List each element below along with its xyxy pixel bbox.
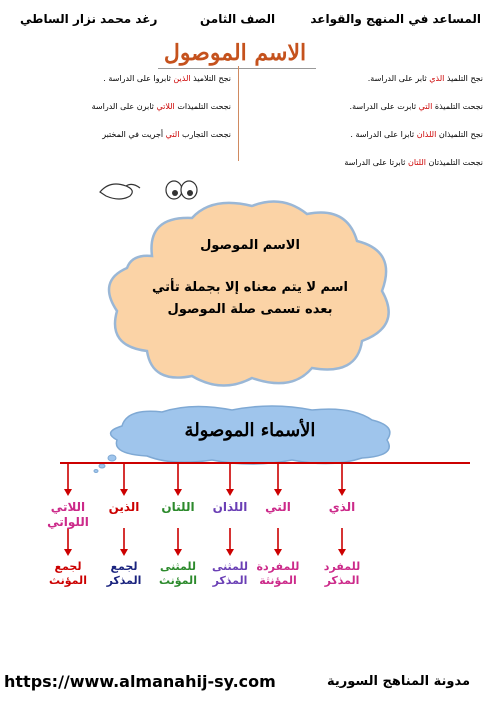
arrow-head-icon	[274, 489, 282, 496]
example-text: نجح التلميذ	[444, 74, 483, 83]
example-text: نجح التلاميذ	[190, 74, 231, 83]
branch-usage: للمفرد المذكر	[323, 560, 361, 587]
arrow-head-icon	[226, 549, 234, 556]
arrow-head-icon	[338, 489, 346, 496]
example-relative-pronoun: اللتان	[407, 158, 426, 167]
example-text: نجحت التجارب	[179, 130, 231, 139]
tree-title: الأسماء الموصولة	[184, 420, 316, 441]
example-text: نجحت التلميذتان	[426, 158, 483, 167]
branch-pronoun: التي	[265, 500, 291, 514]
example-text: نجحت التلميذات	[174, 102, 231, 111]
branch-pronoun: اللتان	[161, 500, 195, 514]
example-text: نجحت التلميذة	[432, 102, 483, 111]
definition-line2: بعده تسمى صلة الموصول	[167, 302, 333, 317]
header-grade: الصف الثامن	[200, 12, 276, 26]
arrow-head-icon	[64, 549, 72, 556]
example-relative-pronoun: اللاتي	[156, 102, 175, 111]
example-text: نجح التلميذان	[436, 130, 483, 139]
example-relative-pronoun: اللذان	[416, 130, 437, 139]
branch-pronoun: اللذان	[212, 500, 248, 514]
example-text: ثابروا على الدراسة .	[103, 74, 174, 83]
arrow-head-icon	[226, 489, 234, 496]
example-relative-pronoun: الذين	[173, 74, 191, 83]
arrow-head-icon	[64, 489, 72, 496]
example-relative-pronoun: التي	[418, 102, 433, 111]
footer-url-link[interactable]: https://www.almanahij-sy.com	[4, 672, 276, 691]
branch-usage: للمثنى المؤنث	[159, 560, 197, 587]
branch-usage: للمثنى المذكر	[211, 560, 249, 587]
page-title: الاسم الموصول	[163, 40, 307, 66]
arrow-head-icon	[338, 549, 346, 556]
branch-usage: لجمع المذكر	[106, 560, 142, 587]
arrow-head-icon	[174, 549, 182, 556]
arrow-head-icon	[120, 549, 128, 556]
branch-usage: للمفردة المؤنثة	[256, 560, 300, 587]
example-relative-pronoun: الذي	[429, 74, 445, 83]
header-subject: المساعد في المنهج والقواعد	[310, 12, 481, 26]
footer-blog-name: مدونة المناهج السورية	[326, 674, 470, 689]
branch-pronoun: الذي	[328, 500, 356, 514]
arrow-head-icon	[174, 489, 182, 496]
example-text: ثابرا على الدراسة .	[350, 130, 417, 139]
branch-usage: لجمع المؤنث	[49, 560, 87, 587]
branch-pronoun: الذين	[108, 500, 140, 514]
example-relative-pronoun: التي	[165, 130, 180, 139]
arrow-head-icon	[274, 549, 282, 556]
example-text: ثابرت على الدراسة.	[349, 102, 419, 111]
header-author: رغد محمد نزار الساطي	[20, 12, 158, 26]
arrow-head-icon	[120, 489, 128, 496]
example-text: ثابرن على الدراسة	[91, 102, 157, 111]
example-text: أجريت في المختبر	[102, 130, 166, 139]
branch-pronoun: اللاتي اللواتي	[47, 500, 89, 529]
definition-line1: اسم لا يتم معناه إلا بجملة تأتي	[152, 280, 348, 295]
example-text: ثابرتا على الدراسة	[344, 158, 408, 167]
example-text: ثابر على الدراسة.	[367, 74, 430, 83]
definition-heading: الاسم الموصول	[200, 238, 300, 253]
